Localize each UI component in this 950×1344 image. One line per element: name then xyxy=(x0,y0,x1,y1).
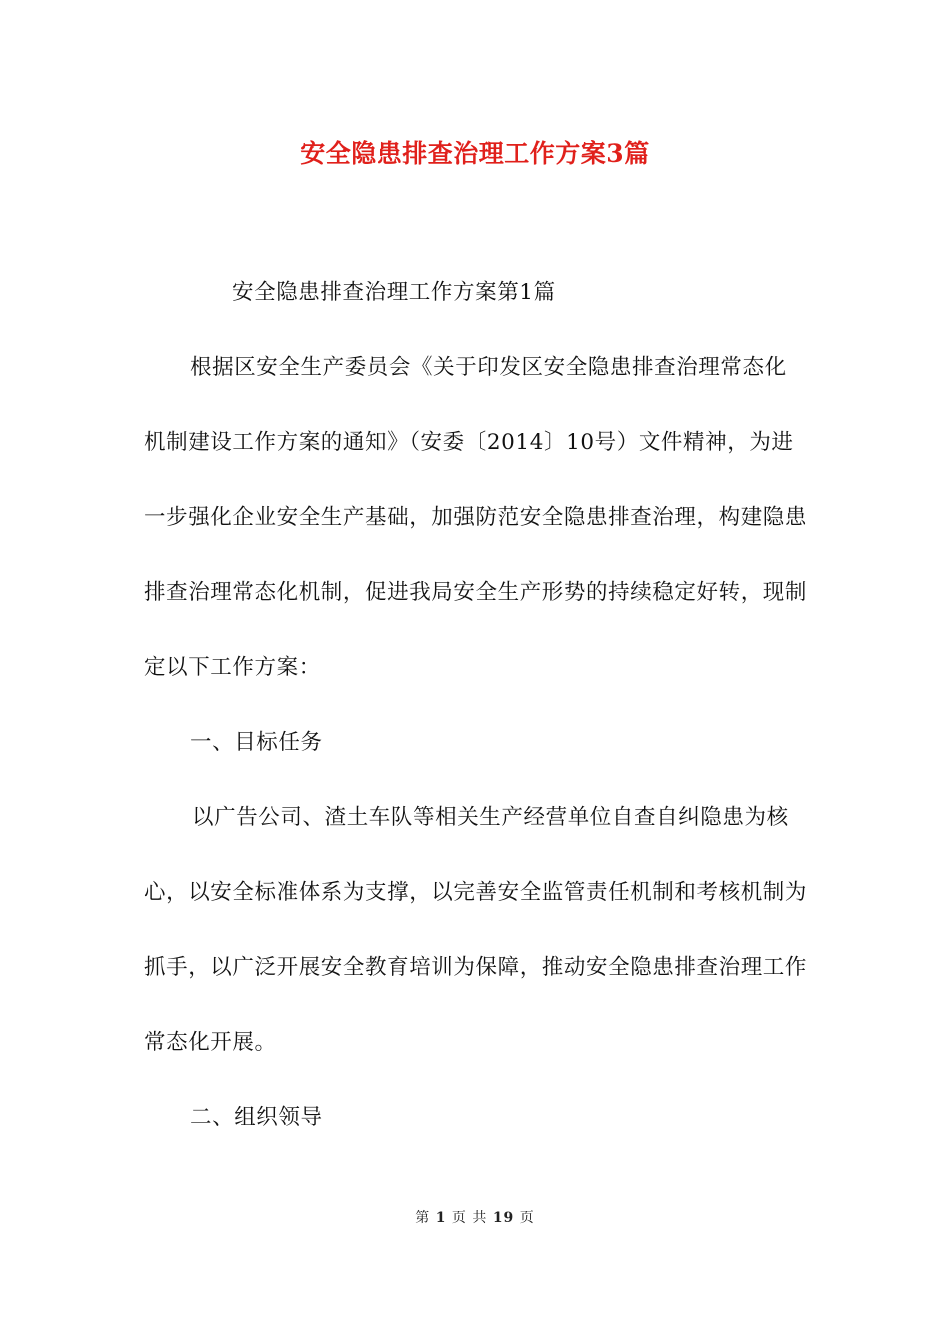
heading-organization: 二、组织领导 xyxy=(190,1105,323,1130)
footer-suffix: 页 xyxy=(519,1210,535,1226)
footer-prefix: 第 xyxy=(415,1210,431,1226)
page-footer xyxy=(0,1208,950,1228)
footer-current-page: 1 xyxy=(435,1210,447,1226)
footer-middle: 页 共 xyxy=(451,1210,488,1226)
footer-total-pages: 19 xyxy=(492,1210,515,1226)
heading-goals: 一、目标任务 xyxy=(190,730,323,755)
section-subtitle: 安全隐患排查治理工作方案第1篇 xyxy=(232,280,556,305)
document-title: 安全隐患排查治理工作方案3篇 xyxy=(300,139,650,168)
paragraph-goals: 以广告公司、渣土车队等相关生产经营单位自查自纠隐患为核心，以安全标准体系为支撑，以完善安全监管责任机制和考核机制为抓手，以广泛开展安全教育培训为保障，推动安全隐患排查治理工作常态化开展。 xyxy=(144,805,808,1055)
paragraph-intro: 根据区安全生产委员会《关于印发区安全隐患排查治理常态化机制建设工作方案的通知》（安委〔2014〕10号）文件精神，为进一步强化企业安全生产基础，加强防范安全隐患排查治理，构建隐患排查治理常态化机制，促进我局安全生产形势的持续稳定好转，现制定以下工作方案： xyxy=(144,355,808,680)
